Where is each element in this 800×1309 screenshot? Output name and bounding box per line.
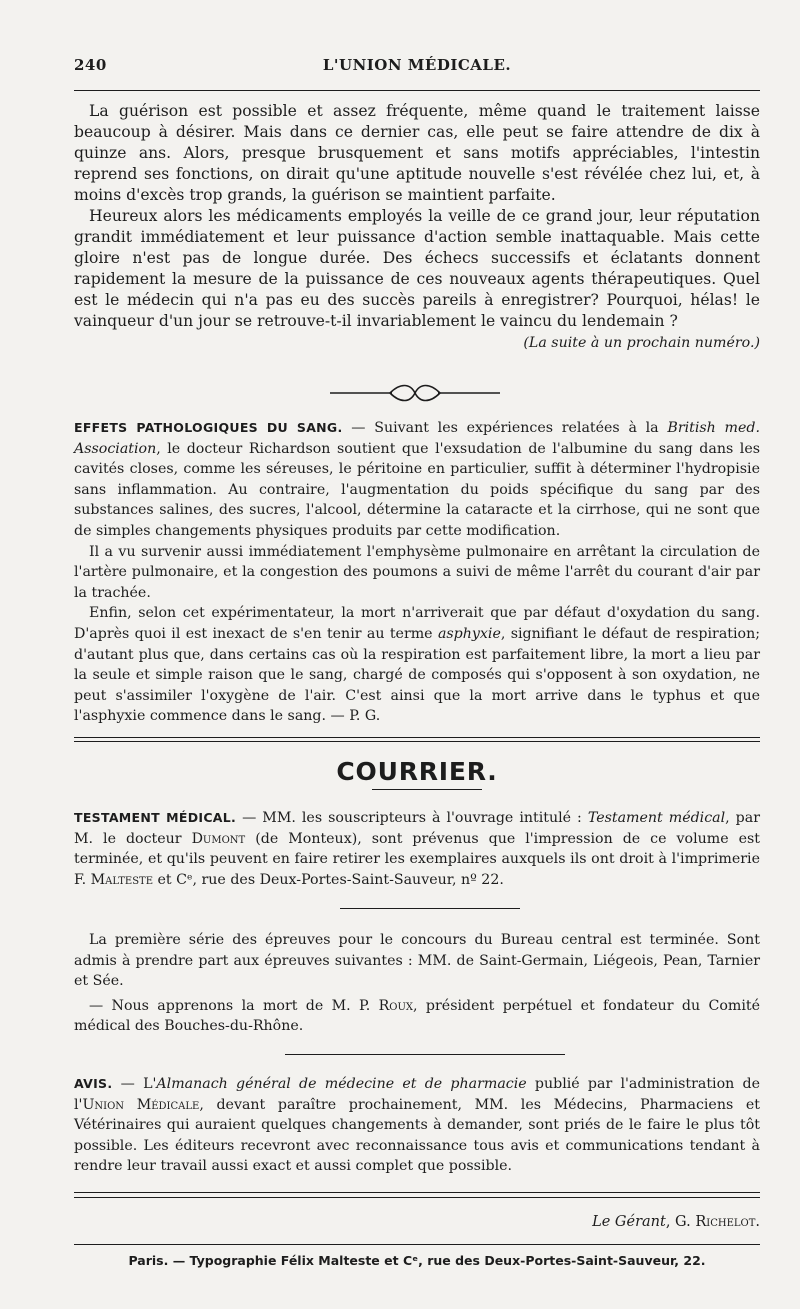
almanach-title: Almanach général de médecine et de pharmacie	[156, 1076, 527, 1092]
signature-label: Le Gérant	[592, 1214, 666, 1230]
effets-heading: EFFETS PATHOLOGIQUES DU SANG.	[74, 420, 343, 435]
header-rule	[74, 90, 760, 91]
effets-paragraph-1: EFFETS PATHOLOGIQUES DU SANG. — Suivant les expériences relatées à la British med. Association, le docteur Richardson soutient que l'exsudation de l'albumine du sang dans les cavités closes, comme les séreuses, le péritoine en particulier, suffit à déterminer l'hydropisie sans inflammation. Au contraire, l'augmentation du poids spécifique du sang par des substances salines, des sucres, l'alcool, détermine la cataracte et la cirrhose, qui ne sont que de simples changements physiques produits par cette modification.	[74, 420, 760, 539]
page-number: 240	[74, 56, 107, 74]
short-divider-2	[285, 1054, 565, 1055]
running-header	[74, 56, 760, 80]
union-name: Union Médicale	[82, 1096, 200, 1113]
courrier-item-testament: TESTAMENT MÉDICAL. — MM. les souscripteurs à l'ouvrage intitulé : Testament médical, par M. le docteur Dumont (de Monteux), sont prévenus que l'impression de ce volume est terminée, et qu'ils peuvent en faire retirer les exemplaires auxquels ils ont droit à l'imprimerie F. Malteste et Cᵉ, rue des Deux-Portes-Saint-Sauveur, nº 22.	[74, 810, 761, 888]
concours-notice: La première série des épreuves pour le concours du Bureau central est terminée. Sont admis à prendre part aux épreuves suivantes : MM. de Saint-Germain, Liégeois, Pean, Tarnier et Sée.	[74, 932, 760, 990]
avis-heading: AVIS.	[74, 1076, 113, 1091]
testament-heading: TESTAMENT MÉDICAL.	[74, 810, 237, 825]
courrier-title: COURRIER.	[336, 757, 498, 786]
printer-footer: Paris. — Typographie Félix Malteste et Cᵉ, rue des Deux-Portes-Saint-Sauveur, 22.	[128, 1253, 706, 1268]
obituary-notice: — Nous apprenons la mort de M. P. Roux, président perpétuel et fondateur du Comité médical des Bouches-du-Rhône.	[74, 997, 760, 1035]
article-paragraph-1: La guérison est possible et assez fréquente, même quand le traitement laisse beaucoup à désirer. Mais dans ce dernier cas, elle peut se faire attendre de dix à quinze ans. Alors, presque brusquement et sans motifs appréciables, l'intestin reprend ses fonctions, on dirait qu'une aptitude nouvelle s'est révélée chez lui, et, à moins d'excès trop grands, la guérison se maintient parfaite.	[74, 102, 760, 204]
journal-title: L'UNION MÉDICALE.	[322, 56, 512, 74]
section-rule-bottom	[74, 741, 760, 742]
book-title: Testament médical	[587, 810, 726, 826]
section-rule-top	[74, 737, 760, 738]
asphyxie-term: asphyxie	[437, 625, 501, 642]
short-divider-1	[340, 908, 520, 909]
effets-paragraph-3: Enfin, selon cet expérimentateur, la mort n'arriverait que par défaut d'oxydation du sang. D'après quoi il est inexact de s'en tenir au terme asphyxie, signifiant le défaut de respiration; d'autant plus que, dans certains cas où la respiration est parfaitement libre, la mort a lieu par la seule et simple raison que le sang, chargé de composés qui s'opposent à son oxydation, ne peut s'assimiler l'oxygène de l'air. C'est ainsi que la mort arrive dans le typhus et que l'asphyxie commence dans le sang. — P. G.	[74, 605, 760, 725]
closing-rule-top	[74, 1192, 760, 1193]
effets-section	[74, 418, 760, 727]
avis-notice: AVIS. — L'Almanach général de médecine et de pharmacie publié par l'administration de l'Union Médicale, devant paraître prochainement, MM. les Médecins, Pharmaciens et Vétérinaires qui auraient quelques changements à demander, sont priés de le faire le plus tôt possible. Les éditeurs recevront avec reconnaissance tous avis et communications tendant à rendre leur travail aussi exact et aussi complet que possible.	[74, 1076, 760, 1175]
article-continuation	[74, 101, 760, 354]
ornament-divider	[330, 382, 500, 404]
printer-name: Malteste	[90, 871, 154, 888]
journal-name: British med. Association	[74, 420, 760, 457]
article-paragraph-2: Heureux alors les médicaments employés la veille de ce grand jour, leur réputation grandit immédiatement et leur puissance d'action semble inattaquable. Mais cette gloire n'est pas de longue durée. Des échecs successifs et éclatants donnent rapidement la mesure de la puissance de ces nouveaux agents thérapeutiques. Quel est le médecin qui n'a pas eu des succès pareils à enregistrer? Pourquoi, hélas! le vainqueur d'un jour se retrouve-t-il invariablement le vaincu du lendemain ?	[74, 207, 760, 330]
courrier-underline	[372, 789, 482, 790]
footer-rule	[74, 1244, 760, 1245]
signature-name: , G. Richelot.	[665, 1214, 760, 1230]
courrier-items	[74, 930, 760, 1037]
closing-rule-bottom	[74, 1197, 760, 1198]
signature	[74, 1214, 760, 1230]
author-name: Dumont	[191, 830, 246, 847]
effets-paragraph-2: Il a vu survenir aussi immédiatement l'emphysème pulmonaire en arrêtant la circulation de l'artère pulmonaire, et la congestion des poumons a suivi de même l'arrêt du courant d'air par la trachée.	[74, 543, 760, 601]
deceased-name: Roux	[378, 997, 414, 1014]
continued-note: (La suite à un prochain numéro.)	[523, 335, 760, 351]
